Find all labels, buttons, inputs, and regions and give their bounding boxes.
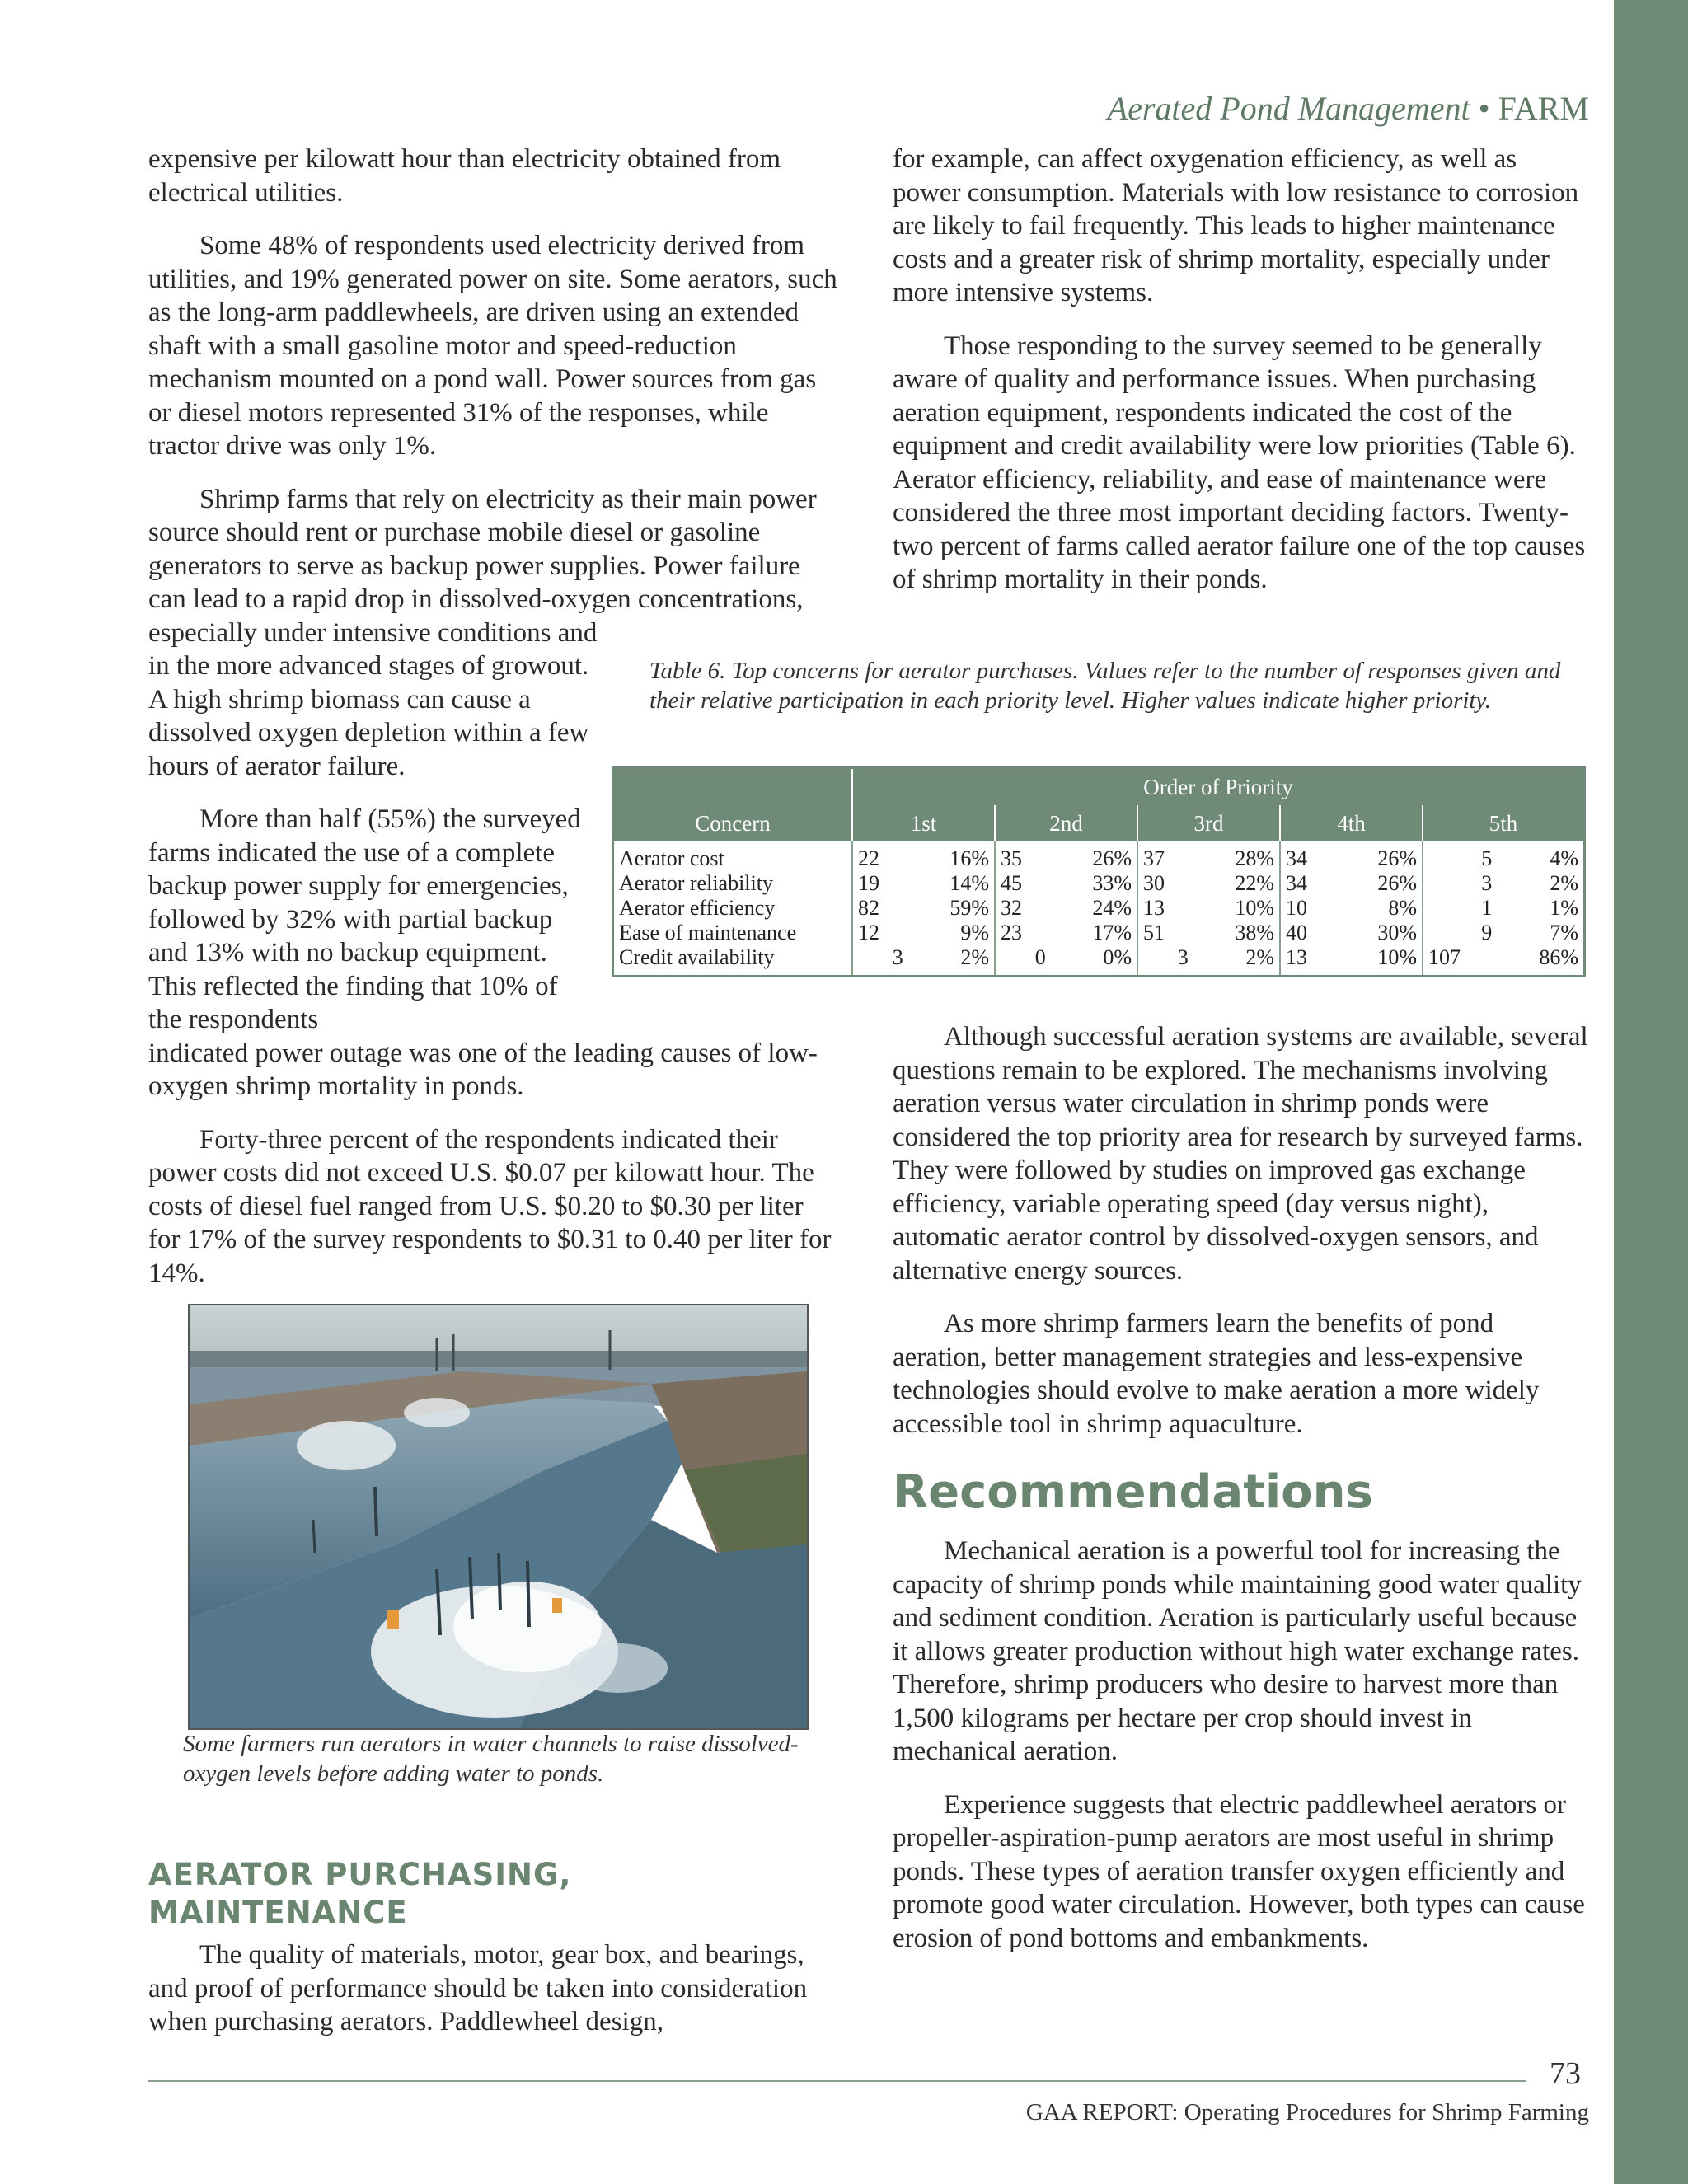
table-cell-percent: 26% — [1377, 846, 1417, 870]
table-cell-percent: 22% — [1235, 871, 1274, 895]
table-row — [613, 921, 1585, 945]
table-cell-count: 107 — [1423, 945, 1497, 977]
paragraph: expensive per kilowatt hour than electricity obtained from electrical utilities. — [148, 144, 781, 208]
paragraph: Forty-three percent of the respondents indicated their power costs did not exceed U.S. $0.07 per kilowatt hour. The costs of diesel fuel ranged from U.S. $0.20 to $0.30 per liter for 17% of the survey respondents to $0.31 to 0.40 per liter for 14%. — [148, 1124, 832, 1288]
paragraph: Some 48% of respondents used electricity derived from utilities, and 19% generated power on site. Some aerators, such as the long-arm paddlewheels, are driven using an extended shaft with a small gasoline motor and speed-reduction mechanism mounted on a pond wall. Power sources from gas or diesel motors represented 31% of the responses, while tractor drive was only 1%. — [148, 231, 837, 461]
table-cell-concern: Aerator cost — [619, 846, 724, 870]
table-cell-count: 30 — [1137, 871, 1193, 896]
table-cell-count: 1 — [1423, 896, 1497, 921]
table-cell-percent: 33% — [1092, 871, 1132, 895]
table-cell-count: 32 — [995, 896, 1051, 921]
table-cell-count: 51 — [1137, 921, 1193, 945]
table-cell-percent: 2% — [960, 945, 989, 969]
paragraph: More than half (55%) the surveyed farms indicated the use of a complete backup power supply for emergencies, followed by 32% with partial backup and 13% with no backup equipment. This reflected the finding that 10% of the respondents — [148, 804, 581, 1034]
table-cell-percent: 30% — [1377, 921, 1417, 944]
table-cell-percent: 24% — [1092, 896, 1132, 920]
table-cell-count: 0 — [995, 945, 1051, 977]
side-color-band — [1614, 0, 1688, 2184]
table-cell-percent: 14% — [950, 871, 989, 895]
section-heading-purchasing: AERATOR PURCHASING, MAINTENANCE — [148, 1857, 572, 1930]
table-cell-count: 34 — [1280, 871, 1336, 896]
aerator-channel-photo — [188, 1304, 809, 1730]
table-cell-percent: 10% — [1235, 896, 1274, 920]
table-row — [613, 871, 1585, 896]
table-cell-percent: 38% — [1235, 921, 1274, 944]
priority-table — [612, 766, 1586, 977]
photo-caption: Some farmers run aerators in water channels to raise dissolved-oxygen levels before adding water to ponds. — [183, 1731, 799, 1787]
table-cell-percent: 9% — [960, 921, 989, 944]
table-header-level: 2nd — [995, 805, 1137, 841]
right-column-top — [893, 143, 1589, 616]
footer-publication: GAA REPORT: Operating Procedures for Shrimp Farming — [1025, 2099, 1589, 2125]
table-cell-concern: Credit availability — [619, 945, 775, 969]
table-cell-count: 35 — [995, 841, 1051, 871]
left-column-bottom — [148, 1938, 849, 2059]
table-cell-count: 5 — [1423, 841, 1497, 871]
section-heading-recommendations: Recommendations — [893, 1465, 1373, 1519]
table-row — [613, 945, 1585, 977]
table-cell-count: 45 — [995, 871, 1051, 896]
paragraph: Although successful aeration systems are available, several questions remain to be explored. The mechanisms involving aeration versus water circulation in shrimp ponds were considered the top priority area for research by surveyed farms. They were followed by studies on improved gas exchange efficiency, variable operating speed (day versus night), automatic aerator control by dissolved-oxygen sensors, and alternative energy sources. — [893, 1022, 1588, 1286]
table-cell-percent: 1% — [1550, 896, 1578, 920]
paragraph: As more shrimp farmers learn the benefits of pond aeration, better management strategies and less-expensive technologies should evolve to make aeration a more widely accessible tool in shrimp aquaculture. — [893, 1309, 1540, 1439]
table-cell-percent: 10% — [1377, 945, 1417, 969]
table-cell-count: 3 — [1423, 871, 1497, 896]
table-header-level: 3rd — [1137, 805, 1280, 841]
table-cell-percent: 26% — [1092, 846, 1132, 870]
running-header — [1108, 89, 1589, 128]
table-header-level: 1st — [852, 805, 995, 841]
running-header-title: Aerated Pond Management — [1107, 90, 1470, 127]
table-cell-percent: 28% — [1235, 846, 1274, 870]
table-cell-count: 22 — [852, 841, 908, 871]
paragraph: The quality of materials, motor, gear box, and bearings, and proof of performance should be taken into consideration when purchasing aerators. Paddlewheel design, — [148, 1940, 808, 2036]
paragraph: Those responding to the survey seemed to be generally aware of quality and performance issues. When purchasing aeration equipment, respondents indicated the cost of the equipment and credit availability were low priorities (Table 6). Aerator efficiency, reliability, and ease of maintenance were considered the three most important deciding factors. Twenty-two percent of farms called aerator failure one of the top causes of shrimp mortality in their ponds. — [893, 330, 1586, 594]
table-cell-count: 10 — [1280, 896, 1336, 921]
table-cell-percent: 17% — [1092, 921, 1132, 944]
paragraph: in the more advanced stages of growout. A high shrimp biomass can cause a dissolved oxygen depletion within a few hours of aerator failure. — [148, 651, 589, 781]
right-column-bottom — [893, 1535, 1589, 1975]
table-cell-count: 82 — [852, 896, 908, 921]
table-cell-percent: 86% — [1539, 945, 1578, 969]
table-cell-percent: 59% — [950, 896, 989, 920]
table-cell-count: 13 — [1137, 896, 1193, 921]
table-cell-percent: 16% — [950, 846, 989, 870]
table-cell-percent: 26% — [1377, 871, 1417, 895]
table-header-row — [613, 768, 1585, 806]
table-header-concern: Concern — [613, 805, 853, 841]
table-cell-count: 9 — [1423, 921, 1497, 945]
table-row — [613, 841, 1585, 871]
footer-rule — [148, 2080, 1526, 2082]
paragraph: indicated power outage was one of the leading causes of low-oxygen shrimp mortality in ponds. — [148, 1038, 818, 1101]
table-cell-percent: 2% — [1550, 871, 1578, 895]
table-cell-count: 37 — [1137, 841, 1193, 871]
table-row — [613, 896, 1585, 921]
table-cell-count: 3 — [852, 945, 908, 977]
table-header-level: 4th — [1280, 805, 1423, 841]
table-header-level: 5th — [1423, 805, 1585, 841]
table-cell-percent: 8% — [1388, 896, 1417, 920]
aerator-channel-illustration — [190, 1305, 807, 1728]
table-cell-percent: 4% — [1550, 846, 1578, 870]
table-cell-count: 34 — [1280, 841, 1336, 871]
table-cell-percent: 0% — [1103, 945, 1132, 969]
table-caption: Table 6. Top concerns for aerator purchases. Values refer to the number of responses given and their relative participation in each priority level. Higher values indicate higher priority. — [649, 658, 1561, 714]
running-header-bullet: • — [1478, 90, 1490, 127]
paragraph: for example, can affect oxygenation efficiency, as well as power consumption. Materials with low resistance to corrosion are likely to fail frequently. This leads to higher maintenance costs and a greater risk of shrimp mortality, especially under more intensive systems. — [893, 144, 1579, 307]
table-cell-count: 12 — [852, 921, 908, 945]
table-cell-concern: Aerator efficiency — [619, 896, 776, 920]
table-header-blank — [613, 768, 853, 806]
right-column-middle — [893, 1020, 1589, 1460]
table-cell-count: 19 — [852, 871, 908, 896]
table-cell-concern: Ease of maintenance — [619, 921, 797, 944]
running-header-section: FARM — [1498, 90, 1589, 127]
table-cell-count: 40 — [1280, 921, 1336, 945]
paragraph: Experience suggests that electric paddlewheel aerators or propeller-aspiration-pump aerators are most useful in shrimp ponds. These types of aeration transfer oxygen efficiently and promote good water circulation. However, both types can cause erosion of pond bottoms and embankments. — [893, 1789, 1585, 1953]
paragraph: Mechanical aeration is a powerful tool for increasing the capacity of shrimp ponds while maintaining good water quality and sediment condition. Aeration is particularly useful because it allows greater production without high water exchange rates. Therefore, shrimp producers who desire to harvest more than 1,500 kilograms per hectare per crop should invest in mechanical aeration. — [893, 1536, 1582, 1766]
table-cell-percent: 7% — [1550, 921, 1578, 944]
paragraph: Shrimp farms that rely on electricity as their main power source should rent or purchase mobile diesel or gasoline generators to serve as backup power supplies. Power failure can lead to a rapid drop in dissolved-oxygen concentrations, especially under intensive conditions and — [148, 484, 817, 648]
table-cell-concern: Aerator reliability — [619, 871, 773, 895]
table-header-row — [613, 805, 1585, 841]
table-cell-count: 13 — [1280, 945, 1336, 977]
table-cell-count: 23 — [995, 921, 1051, 945]
page-number: 73 — [1550, 2056, 1581, 2091]
table-group-header: Order of Priority — [852, 768, 1585, 806]
left-column-top — [148, 143, 841, 1310]
table-cell-percent: 2% — [1245, 945, 1274, 969]
table-cell-count: 3 — [1137, 945, 1193, 977]
